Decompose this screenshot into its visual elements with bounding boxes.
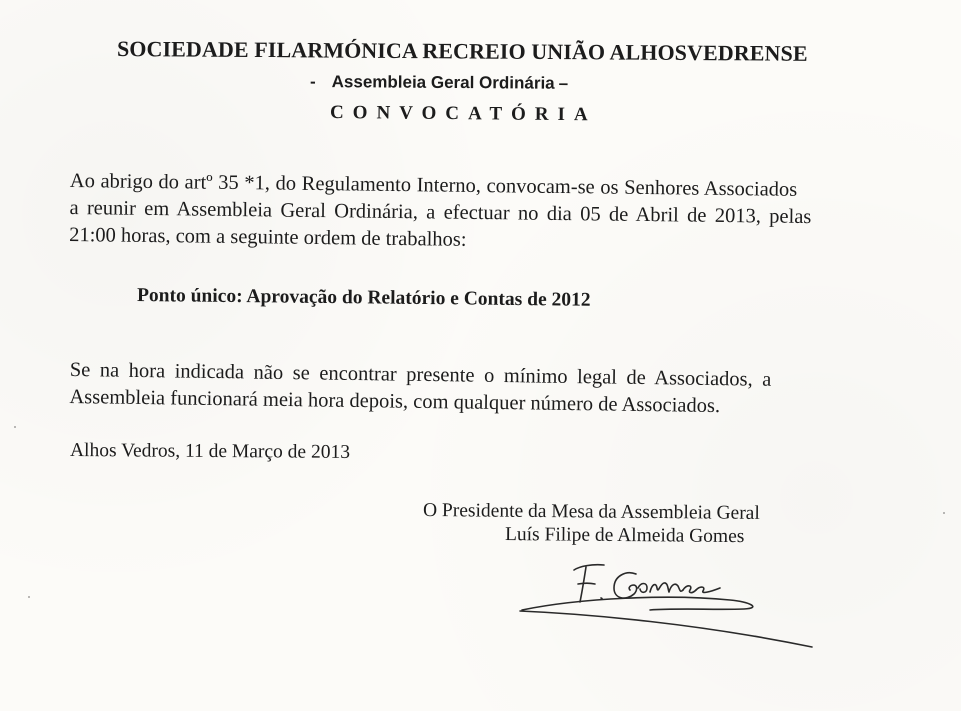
place-and-date: Alhos Vedros, 11 de Março de 2013: [69, 440, 351, 463]
convocation-paragraph: [69, 168, 812, 258]
organization-name: SOCIEDADE FILARMÓNICA RECREIO UNIÃO ALHOSVEDRENSE: [116, 36, 808, 66]
quorum-line-2: Assembleia funcionará meia hora depois, com qualquer número de Associados.: [69, 385, 721, 418]
quorum-line-1: Se na hora indicada não se encontrar presente o mínimo legal de Associados, a: [69, 358, 772, 391]
convocation-line-3: 21:00 horas, com a seguinte ordem de trabalhos:: [69, 223, 467, 251]
subtitle-dash-right: –: [558, 73, 569, 93]
signatory-role: O Presidente da Mesa da Assembleia Geral: [422, 500, 760, 524]
scan-speck: [28, 596, 30, 598]
scan-speck: [14, 426, 16, 428]
scan-speck: [943, 512, 945, 514]
convocation-line-1: Ao abrigo do artº 35 *1, do Regulamento Interno, convocam-se os Senhores Associados: [69, 169, 798, 201]
signatory-name: Luís Filipe de Almeida Gomes: [504, 524, 745, 548]
convocation-line-2: a reunir em Assembleia Geral Ordinária, a efectuar no dia 05 de Abril de 2013, pelas: [69, 196, 812, 229]
assembly-subtitle: [310, 72, 568, 94]
quorum-paragraph: [69, 357, 771, 421]
handwritten-signature: [500, 552, 820, 662]
agenda-item: Ponto único: Aprovação do Relatório e Contas de 2012: [136, 285, 591, 311]
signature-block: [423, 500, 760, 546]
subtitle-dash-left: -: [309, 72, 316, 92]
document-title: CONVOCATÓRIA: [329, 102, 597, 126]
assembly-type: Assembleia Geral Ordinária: [331, 72, 555, 93]
